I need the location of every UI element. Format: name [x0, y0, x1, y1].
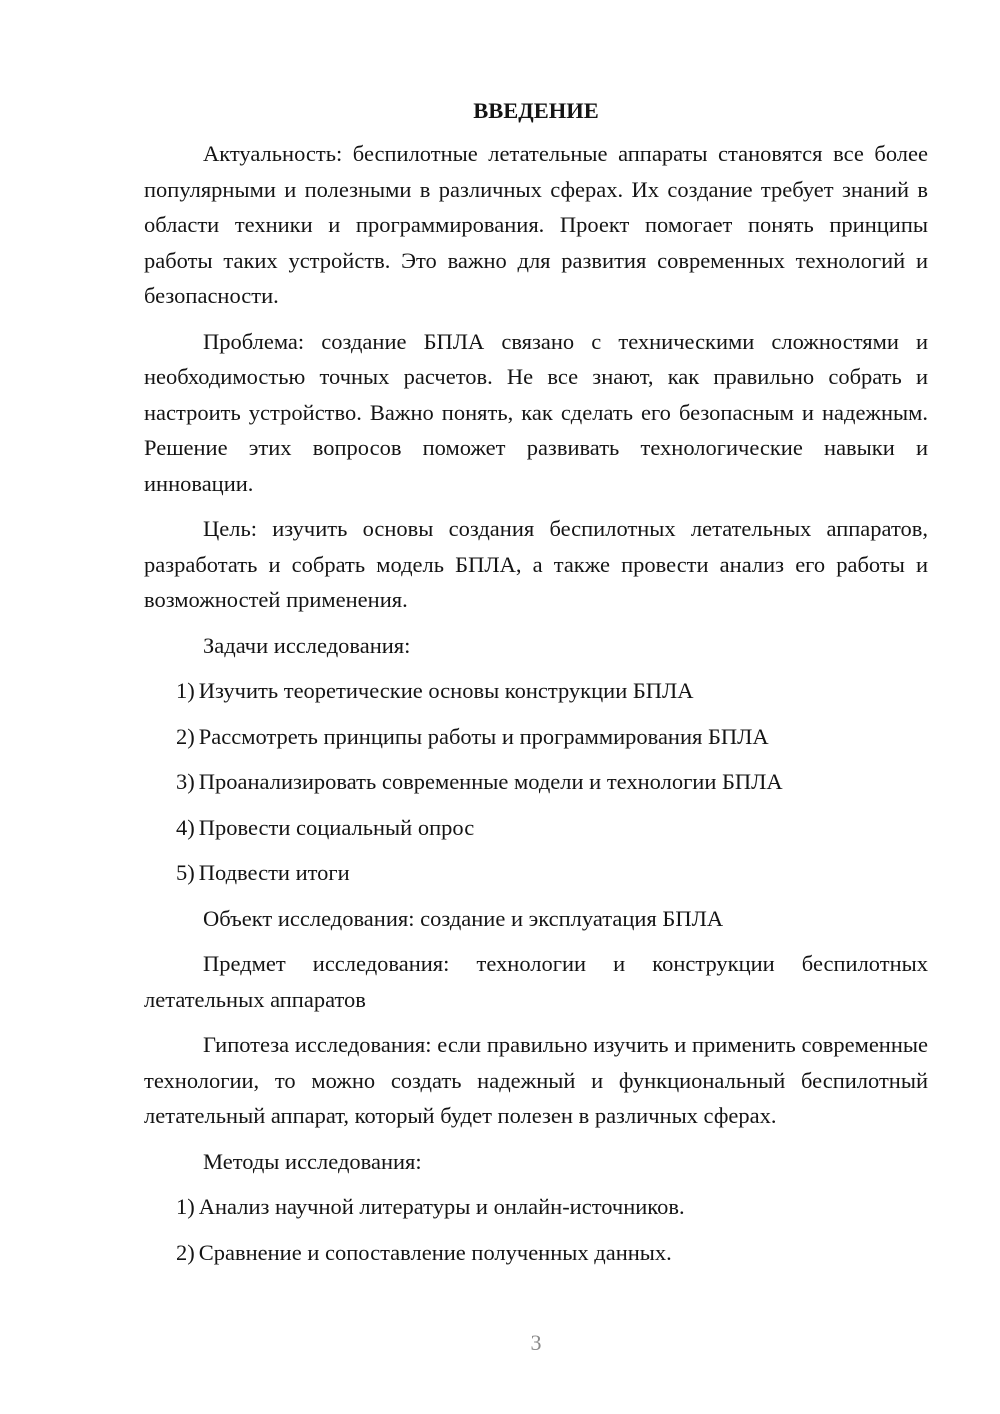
- list-item-text: Провести социальный опрос: [198, 814, 475, 840]
- list-item-text: Проанализировать современные модели и технологии БПЛА: [198, 769, 783, 794]
- tasks-list: [144, 673, 928, 891]
- methods-list: [144, 1189, 928, 1270]
- paragraph-relevance: Актуальность: беспилотные летательные аппараты становятся все более популярными и полезными в различных сферах. Их создание требует знаний в области техники и программирования. Проект помогает понять принципы работы таких устройств. Это важно для развития современных технологий и безопасности.: [144, 141, 928, 308]
- tasks-heading: Задачи исследования:: [203, 632, 411, 658]
- list-item-number: 2): [176, 1239, 195, 1265]
- section-title: ВВЕДЕНИЕ: [473, 98, 599, 123]
- list-item-text: Сравнение и сопоставление полученных данных.: [198, 1239, 672, 1265]
- methods-heading: Методы исследования:: [203, 1148, 422, 1174]
- list-item-number: 1): [176, 1194, 195, 1219]
- paragraph-hypothesis: Гипотеза исследования: если правильно изучить и применить современные технологии, то можно создать надежный и функциональный беспилотный летательный аппарат, который будет полезен в различных сферах.: [144, 1032, 928, 1128]
- list-item-number: 5): [176, 860, 195, 885]
- paragraph-object: Объект исследования: создание и эксплуатация БПЛА: [203, 905, 724, 931]
- list-item-text: Рассмотреть принципы работы и программирования БПЛА: [198, 723, 769, 749]
- list-item-number: 3): [176, 769, 195, 794]
- list-item: [144, 1235, 928, 1271]
- list-item-number: 2): [176, 723, 195, 749]
- list-item-text: Подвести итоги: [198, 860, 350, 885]
- paragraph-problem: Проблема: создание БПЛА связано с техническими сложностями и необходимостью точных расчетов. Не все знают, как правильно собрать и настроить устройство. Важно понять, как сделать его безопасным и надежным. Решение этих вопросов поможет развивать технологические навыки и инновации.: [144, 328, 928, 496]
- list-item-number: 1): [176, 678, 195, 703]
- list-item: [144, 673, 928, 709]
- list-item-number: 4): [176, 814, 195, 840]
- list-item: [144, 1189, 928, 1225]
- document-page: [144, 96, 928, 1280]
- list-item-text: Анализ научной литературы и онлайн-источников.: [198, 1194, 685, 1219]
- list-item: [144, 719, 928, 755]
- list-item-text: Изучить теоретические основы конструкции БПЛА: [198, 678, 694, 703]
- list-item: [144, 855, 928, 891]
- paragraph-goal: Цель: изучить основы создания беспилотных летательных аппаратов, разработать и собрать модель БПЛА, а также провести анализ его работы и возможностей применения.: [144, 516, 928, 612]
- paragraph-subject: Предмет исследования: технологии и конструкции беспилотных летательных аппаратов: [144, 951, 928, 1012]
- list-item: [144, 764, 928, 800]
- list-item: [144, 810, 928, 846]
- page-number: 3: [530, 1330, 542, 1355]
